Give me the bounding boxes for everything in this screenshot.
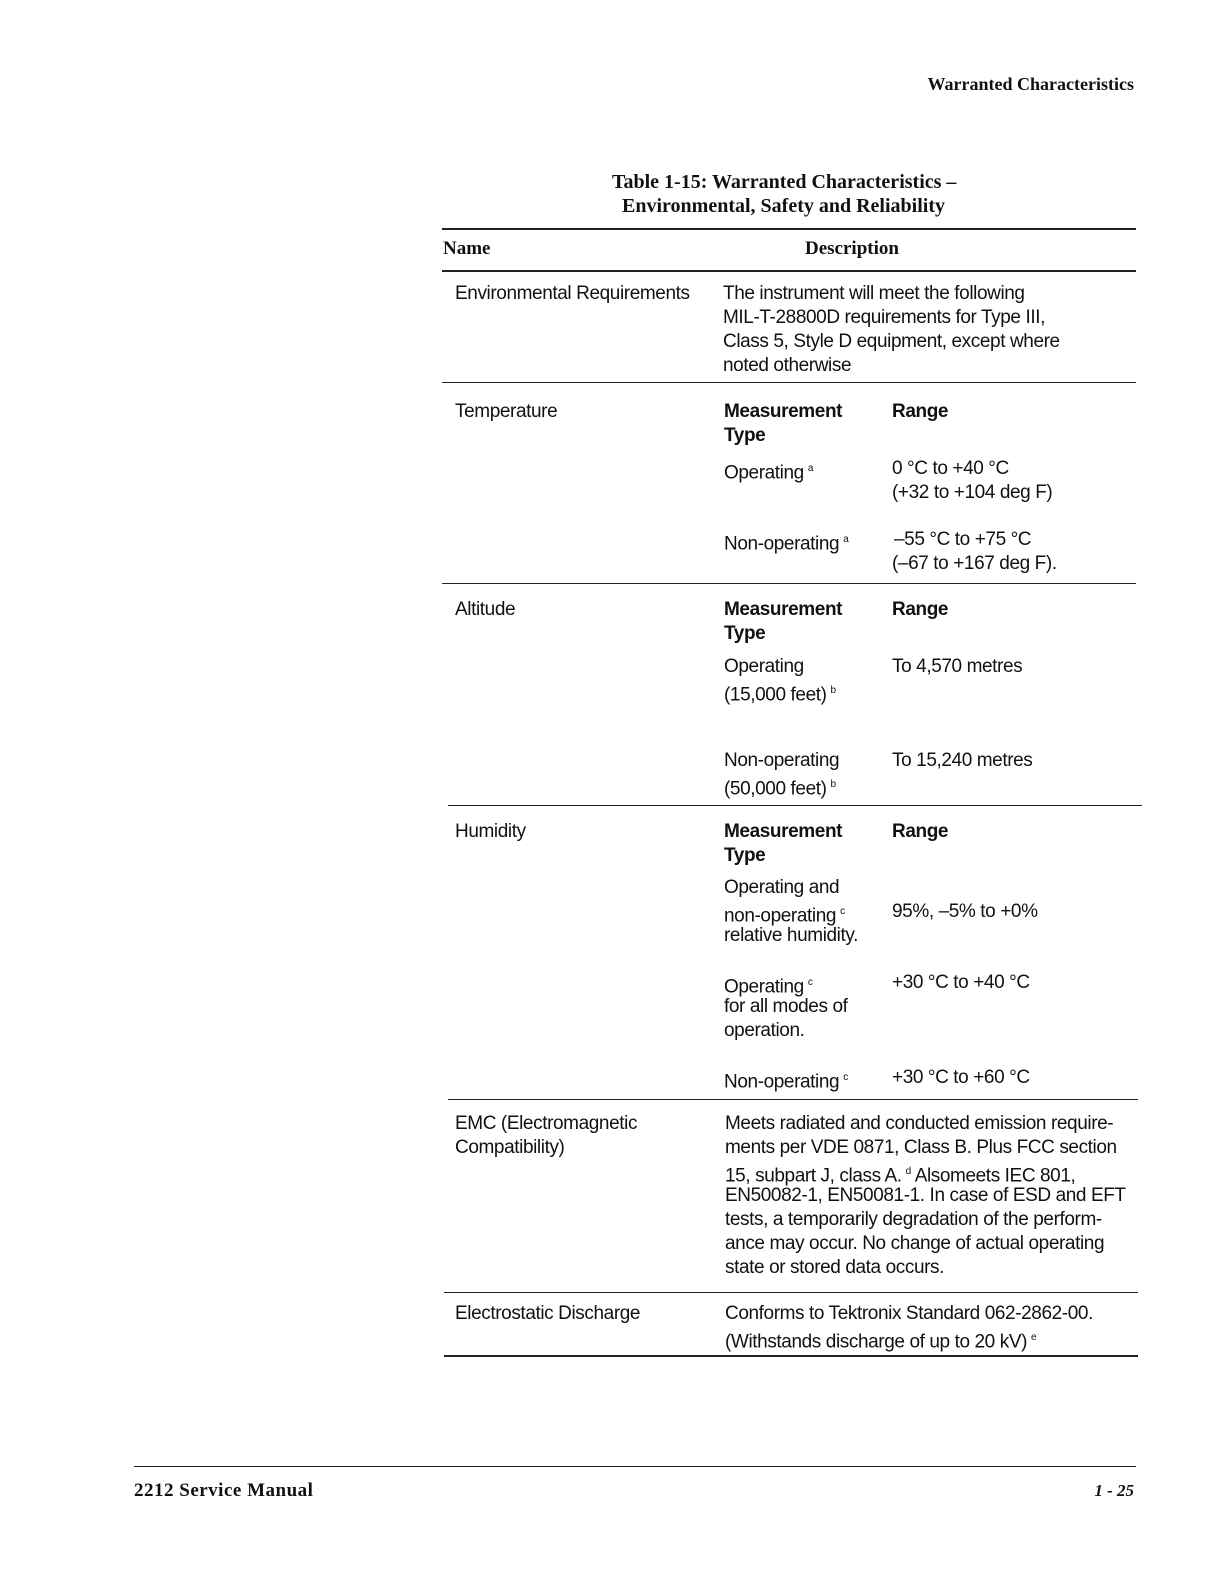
row-desc-esd-1: Conforms to Tektronix Standard 062-2862-00. — [725, 1303, 1093, 1324]
alt-operating-type-1: Operating — [724, 656, 804, 677]
hum-operating-range: +30 °C to +40 °C — [892, 972, 1030, 993]
table-bottom-rule — [444, 1355, 1138, 1357]
hum-opnonop-type-1: Operating and — [724, 877, 840, 898]
footnote-marker: c — [840, 906, 845, 917]
row-desc-emc-7: state or stored data occurs. — [725, 1257, 945, 1278]
running-head: Warranted Characteristics — [927, 74, 1134, 94]
hum-opnonop-label: non-operating — [724, 905, 837, 927]
row-desc-emc-1: Meets radiated and conducted emission require- — [725, 1113, 1114, 1134]
temp-head-type-1: Measurement — [724, 401, 843, 422]
temp-head-type-2: Type — [724, 425, 766, 446]
footnote-marker: a — [843, 534, 849, 545]
hum-nonoperating-range: +30 °C to +60 °C — [892, 1067, 1030, 1088]
row-rule — [444, 1292, 1138, 1293]
row-desc-emc-2: ments per VDE 0871, Class B. Plus FCC section — [725, 1137, 1117, 1158]
row-name-environmental: Environmental Requirements — [455, 283, 690, 304]
alt-operating-feet: (15,000 feet) — [724, 684, 827, 706]
hum-opnonop-range: 95%, –5% to +0% — [892, 901, 1038, 922]
row-name-temperature: Temperature — [455, 401, 558, 422]
table-top-rule — [442, 228, 1136, 230]
row-rule — [442, 583, 1136, 584]
hum-head-type-1: Measurement — [724, 821, 843, 842]
temp-nonoperating-type — [724, 528, 848, 556]
emc-text-b: Alsomeets IEC 801, — [914, 1165, 1076, 1187]
footnote-marker: b — [830, 685, 836, 696]
row-name-emc-2: Compatibility) — [455, 1137, 565, 1158]
hum-operating-type-2: for all modes of — [724, 996, 848, 1017]
temp-operating-range-1: 0 °C to +40 °C — [892, 458, 1009, 479]
alt-nonoperating-type-1: Non-operating — [724, 750, 840, 771]
row-desc-environmental-3: Class 5, Style D equipment, except where — [723, 331, 1060, 352]
hum-operating-label: Operating — [724, 976, 804, 998]
row-name-emc-1: EMC (Electromagnetic — [455, 1113, 638, 1134]
temp-nonoperating-range-2: (–67 to +167 deg F). — [892, 553, 1057, 574]
hum-opnonop-type-3: relative humidity. — [724, 925, 858, 946]
hum-head-type-2: Type — [724, 845, 766, 866]
footer-rule — [134, 1466, 1136, 1467]
footnote-marker: a — [807, 463, 814, 474]
alt-nonoperating-range: To 15,240 metres — [892, 750, 1033, 771]
esd-text: (Withstands discharge of up to 20 kV) — [725, 1331, 1028, 1353]
row-name-humidity: Humidity — [455, 821, 526, 842]
column-header-description: Description — [805, 238, 899, 259]
hum-head-range: Range — [892, 821, 949, 842]
temp-operating-type — [724, 457, 813, 485]
alt-head-type-1: Measurement — [724, 599, 843, 620]
row-desc-environmental-1: The instrument will meet the following — [723, 283, 1025, 304]
row-desc-emc-5: tests, a temporarily degradation of the perform- — [725, 1209, 1102, 1230]
alt-head-type-2: Type — [724, 623, 766, 644]
alt-head-range: Range — [892, 599, 949, 620]
alt-operating-range: To 4,570 metres — [892, 656, 1023, 677]
hum-operating-type-3: operation. — [724, 1020, 805, 1041]
row-desc-environmental-2: MIL-T-28800D requirements for Type III, — [723, 307, 1045, 328]
temp-operating-label: Operating — [724, 462, 804, 484]
emc-text-a: 15, subpart J, class A. — [725, 1165, 902, 1187]
footer-page-number: 1 - 25 — [1094, 1481, 1134, 1500]
alt-nonoperating-feet: (50,000 feet) — [724, 778, 827, 800]
footnote-marker: c — [807, 977, 813, 988]
row-desc-environmental-4: noted otherwise — [723, 355, 852, 376]
temp-operating-range-2: (+32 to +104 deg F) — [892, 482, 1053, 503]
temp-nonoperating-label: Non-operating — [724, 533, 840, 555]
footer-manual-title: 2212 Service Manual — [134, 1480, 314, 1501]
row-name-esd: Electrostatic Discharge — [455, 1303, 641, 1324]
footnote-marker: b — [830, 779, 836, 790]
hum-nonoperating-label: Non-operating — [724, 1071, 840, 1093]
table-caption-line2: Environmental, Safety and Reliability — [622, 195, 945, 217]
row-name-altitude: Altitude — [455, 599, 516, 620]
row-desc-emc-4: EN50082-1, EN50081-1. In case of ESD and EFT — [725, 1185, 1126, 1206]
footnote-marker: d — [905, 1166, 911, 1177]
temp-nonoperating-range-1: –55 °C to +75 °C — [894, 529, 1032, 550]
row-desc-esd-2 — [725, 1326, 1036, 1354]
column-header-name: Name — [443, 238, 491, 259]
hum-nonoperating-type — [724, 1066, 848, 1094]
row-rule — [442, 382, 1136, 383]
footnote-marker: e — [1031, 1332, 1037, 1343]
row-rule — [448, 1099, 1138, 1100]
alt-nonoperating-type-2 — [724, 773, 836, 801]
row-desc-emc-6: ance may occur. No change of actual operating — [725, 1233, 1105, 1254]
footnote-marker: c — [843, 1072, 848, 1083]
row-rule — [448, 805, 1142, 806]
alt-operating-type-2 — [724, 679, 836, 707]
temp-head-range: Range — [892, 401, 949, 422]
header-bottom-rule — [442, 270, 1136, 272]
table-caption-line1: Table 1-15: Warranted Characteristics – — [612, 171, 957, 193]
